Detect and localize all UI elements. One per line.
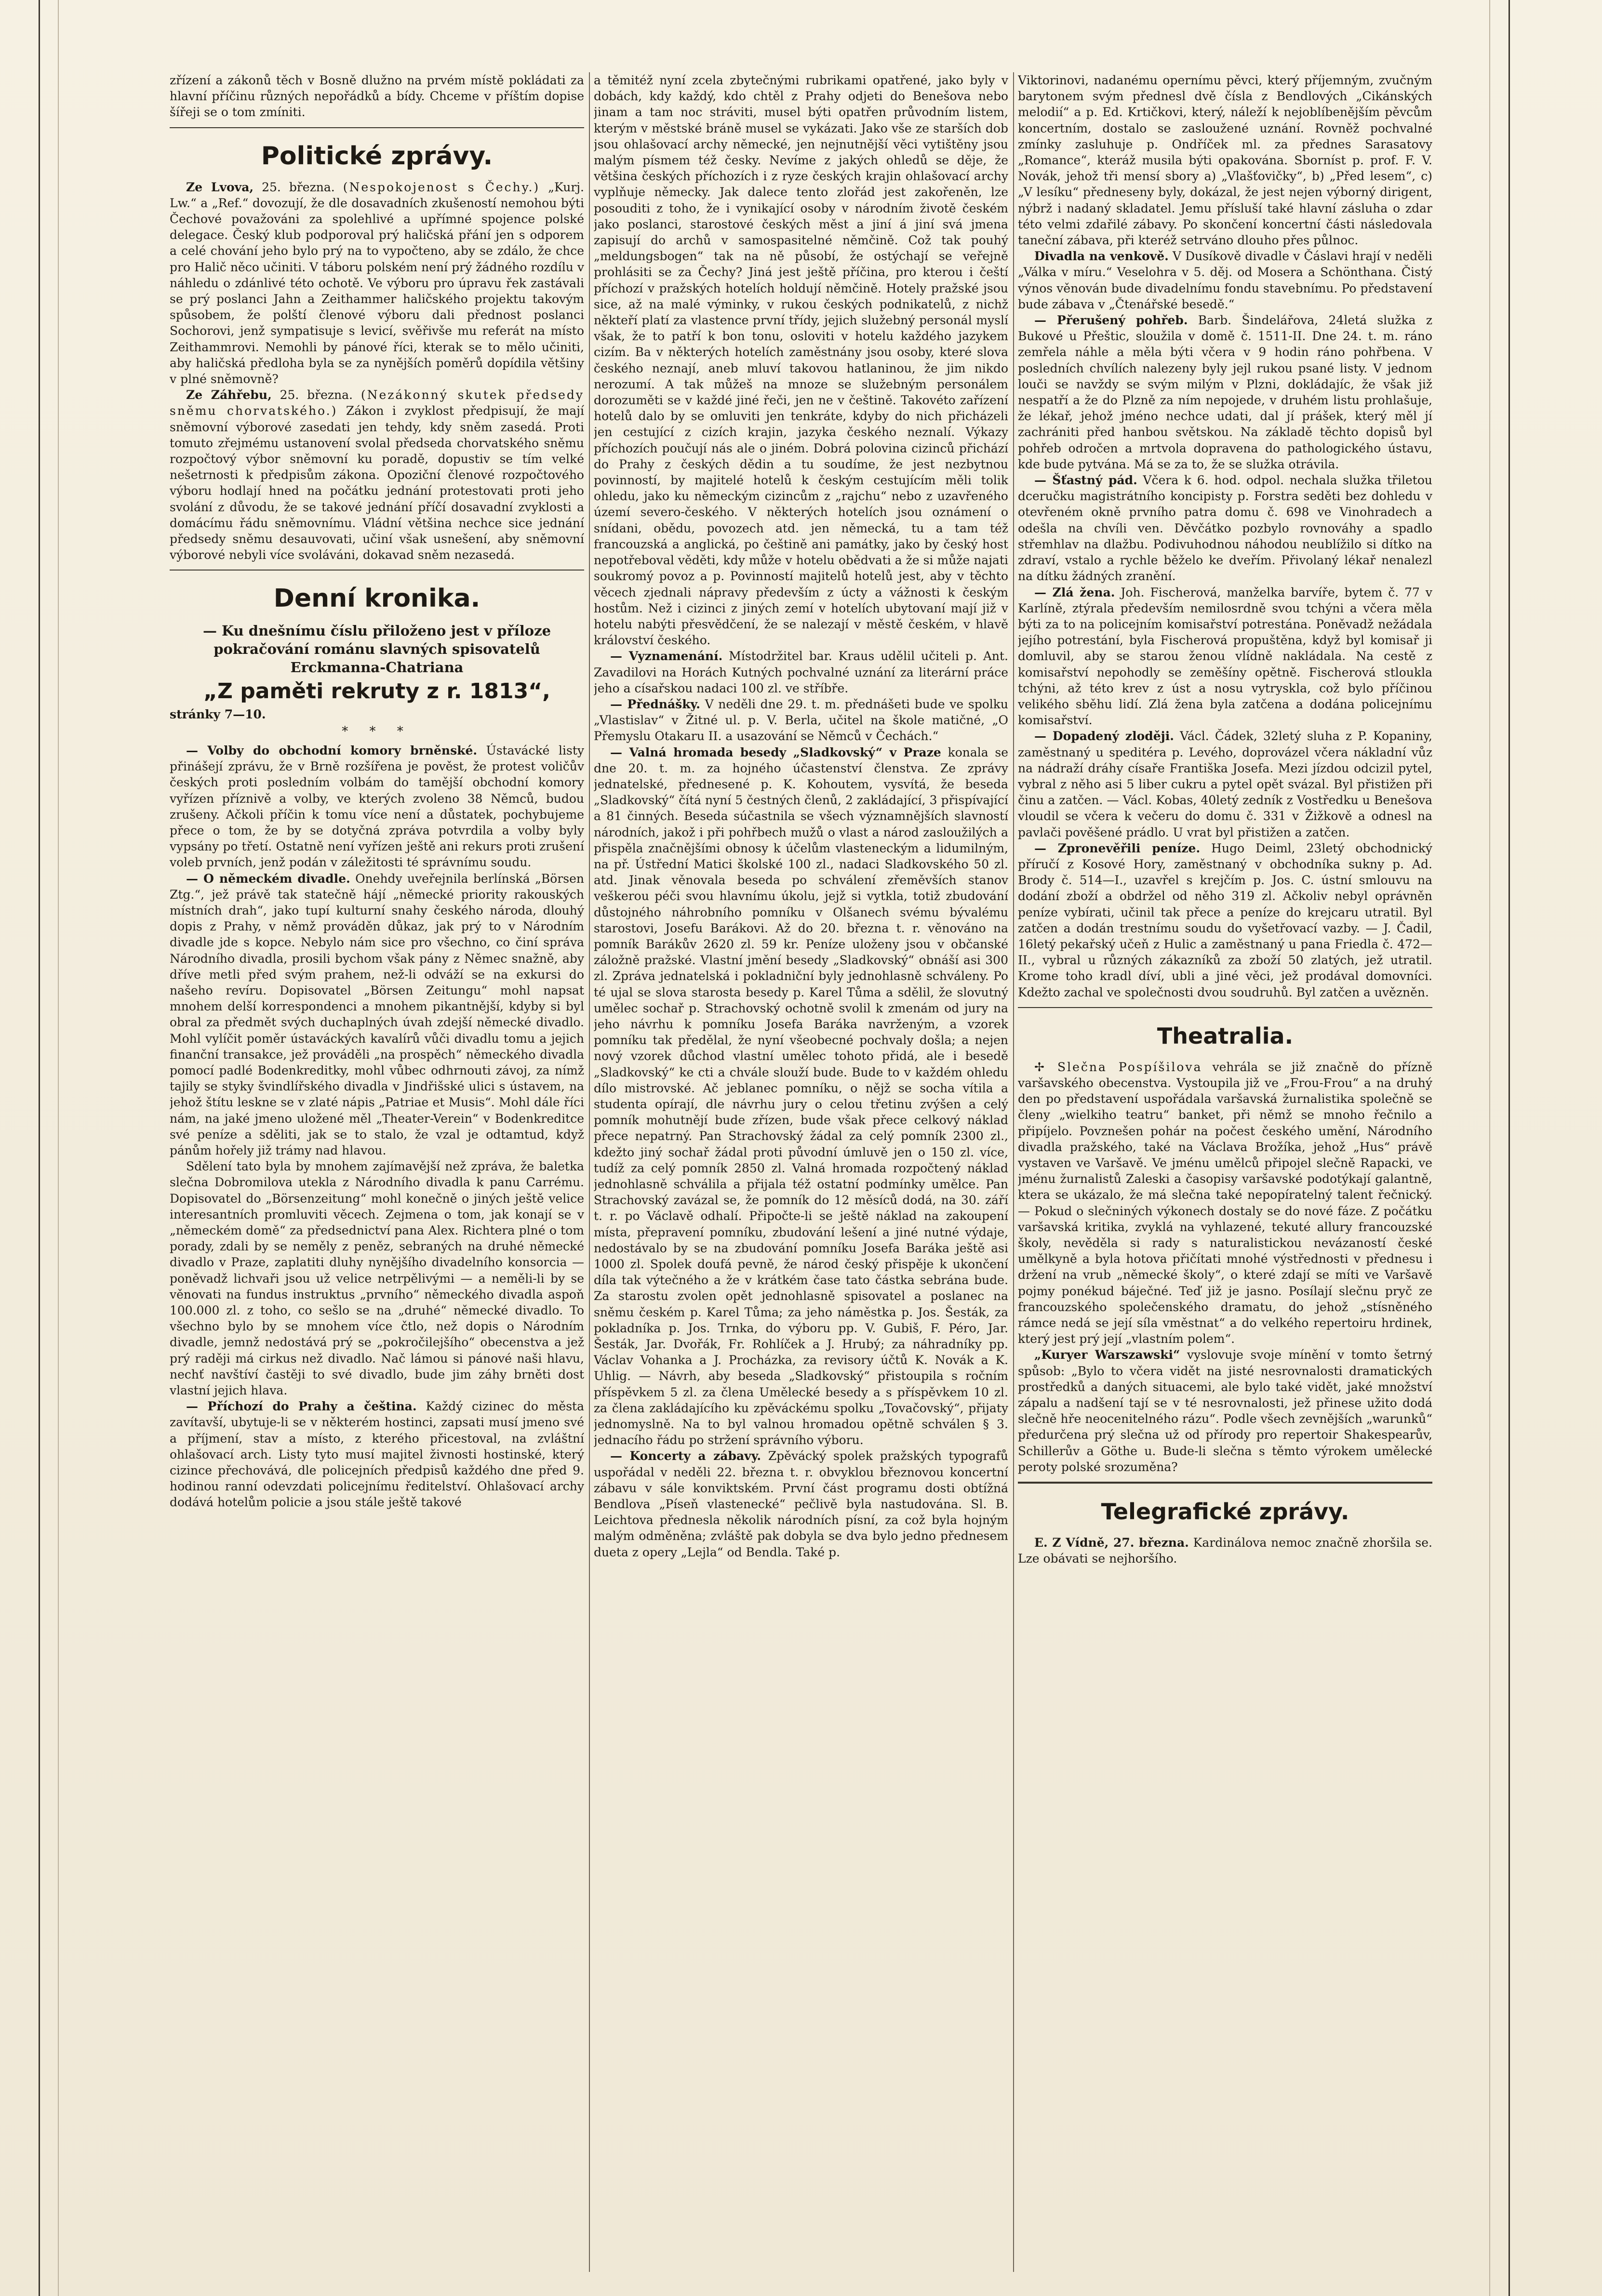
article-prichozi	[170, 1398, 584, 1510]
divider	[1018, 1482, 1432, 1484]
article-title: — Koncerty a zábavy.	[610, 1449, 761, 1463]
dateline: E. Z Vídně, 27. března.	[1034, 1536, 1189, 1550]
article-prednasky	[594, 696, 1008, 744]
article-vyznamenani	[594, 648, 1008, 696]
article-body: „Kurj. Lw.“ a „Ref.“ dovozují, že dle dosavadních zkušeností nemohou býti Čechové považováni za spolehlivé a upřímné spojence polské delegace. Český klub podporoval prý haličská přání jen s odporem a celé chování jeho bylo prý na to vypočteno, aby se zdálo, že chce pro Halič něco učiniti. V táboru polském není prý žádného rozdílu v náhledu o zdánlivé této ochotě. Ve výboru pro úpravu řek zastávali se prý poslanci Jahn a Zeithammer haličského projektu takovým spůsobem, že polští členové výboru dali přednost poslanci Sochorovi, jenž sympatisuje s levicí, svěřivše mu referát na místo Zeithammrovi. Nemohli by pánové říci, kterak se to mělo učiniti, aby haličská předloha byla se za nynějších poměrů dopídila většiny v plné sněmovně?	[170, 180, 584, 386]
column-2	[594, 72, 1008, 2277]
article-zagreb	[170, 387, 584, 563]
article-title: — Zpronevěřili peníze.	[1034, 841, 1201, 855]
page-edge-right	[1509, 0, 1510, 2296]
article-body: Každý cizinec do města zavítavší, ubytuje-li se v některém hostinci, zapsati musí jmeno své a příjmení, stav a místo, z kterého přicestoval, na zvláštní ohlašovací arch. Listy tyto musí majitel živnosti hostinské, který cizince přechovává, dle policejních předpisů každého dne před 9. hodinou ranní odevzdati policejnímu ředitelství. Ohlašovací archy dodává hotelům policie a jsou stále ještě takové	[170, 1399, 584, 1510]
article-title: — Přerušený pohřeb.	[1034, 313, 1188, 328]
article-body: Včera k 6. hod. odpol. nechala služka třiletou dceručku magistrátního koncipisty p. Forstra seděti bez dohledu v otevřeném okně prvního patra domu č. 698 ve Vinohradech a odešla na chvíli ven. Děvčátko pozbylo rovnováhy a spadlo střemhlav na dlažbu. Podivuhodnou náhodou neublížilo si dítko na zdraví, vstalo a rychle běželo ke dveřím. Přivolaný lékař nenalezl na dítku žádných zranění.	[1018, 473, 1432, 584]
dateline-city: Ze Záhřebu,	[186, 388, 272, 402]
section-heading-politicke-zpravy: Politické zprávy.	[261, 141, 493, 171]
article-volby	[170, 743, 584, 871]
section-heading-theatralia: Theatralia.	[1157, 1022, 1294, 1049]
article-title: — Šťastný pád.	[1034, 473, 1137, 488]
article-body: Onehdy uveřejnila berlínská „Börsen Ztg.“, jež právě tak statečně hájí „německé priority rakouských místních drah“, jako tupí kulturní snahy českého národa, dlouhý dopis z Prahy, v němž prováděn důkaz, jak prý to v Národním divadle jde s kopce. Nebylo nám sice pro všechno, co činí správa Národního divadla, prosili bychom však pány z Němec snažně, aby dříve metli před svým prahem, než-li odváží se na exkursi do našeho revíru. Dopisovatel „Börsen Zeitungu“ mohl napsat mnohem delší korrespondenci a mnohem pikantnější, kdyby si byl obral za předmět svých duchaplných úvah zdejší německé divadlo. Mohl vylíčit poměr ústaváckých kavalírů vůči divadlu tomu a jejich finanční transakce, jež prováděli „na prospěch“ německého divadla pomocí padlé Bodenkreditky, mohl vůbec odhrnouti závoj, za nímž tajily se styky švindlířského divadla v Jindřišské ulici s ústavem, na jehož štítu leskne se v zlaté nápis „Patriae et Musis“. Mohl dále říci nám, na jaké jmeno uložené měl „Theater-Verein“ v Bodenkreditce své peníze a sděliti, jak se to stalo, že vzal je odtamtud, když pánům hořely již trámy nad hlavou.	[170, 871, 584, 1157]
supplement-notice: — Ku dnešnímu číslu přiloženo jest v příloze pokračování románu slavných spisovatelů Erckmanna-Chatriana	[202, 623, 551, 676]
page-edge-left	[39, 0, 40, 2296]
article-body: Joh. Fischerová, manželka barvíře, bytem č. 77 v Karlíně, ztýrala především nemilosrdně svou tchýni a včera měla býti za to na policejním komisařství potrestána. Poněvadž nežádala jejího potrestání, byla Fischerová propuštěna, když byl komisař ji domluvil, aby se starou ženou vlídně nakládala. Na cestě z komisařství nepohodly se zeměšíny opětně. Fischerová stloukla tchýni, až této krev z úst a nosu vytryskla, což bylo příčinou velikého sběhu lidí. Zlá žena byla zatčena a dodána policejnímu komisařství.	[1018, 585, 1432, 728]
article-title: ✢ Slečna Pospíšilova	[1034, 1060, 1202, 1074]
divider	[1018, 1007, 1432, 1008]
article-title: — Volby do obchodní komory brněnské.	[186, 743, 478, 757]
article-title: — Zlá žena.	[1034, 585, 1115, 599]
binding-stitch-right	[1489, 0, 1490, 2296]
article-zpronevera	[1018, 840, 1432, 1000]
article-body: vyslovuje svoje mínění v tomto šetrný spůsob: „Bylo to včera vidět na jisté nesrovnalosti dramatických prostředků a daných situacemi, ale bylo také vidět, jaké množství zápalu a nadšení tají se v té nesrovnalosti, jež přinese užito dodá slečně hře neocenitelného rázu“. Podle všech zevnějších „warunků“ předurčena prý slečna už od přírody pro repertoir Shakespearův, Schillerův a Göthe u. Bude-li slečna s těmto výrokem umělecké peroty polské srozuměna?	[1018, 1348, 1432, 1474]
article-title: — Příchozí do Prahy a čeština.	[186, 1399, 417, 1414]
article-dopadeny-zlodeji	[1018, 728, 1432, 840]
article-kuryer	[1018, 1347, 1432, 1475]
column-rule-1	[589, 72, 590, 2272]
article-title: — O německém divadle.	[186, 871, 350, 886]
article-body: Zákon i zvyklost předpisují, že mají sněmovní výborové zasedati jen tehdy, kdy sněm zasedá. Proti tomuto zřejmému ustanovení svolal předseda chorvatského sněmu rozpočtový výbor sněmovní ku poradě, dopustiv se tím velké nešetrnosti k předpisům zákona. Opoziční členové rozpočtového výboru hodlají hned na počátku jednání protestovati proti jeho svolání z důvodu, že se takové jednání příčí dosavadní zvyklosti a domácímu řádu sněmovnímu. Vládní většina nechce sice jednání předsedy sněmu desauvovati, učiní však usnešení, aby sněmovní výborové nebyli více svoláváni, dokavad sněm nezasedá.	[170, 404, 584, 562]
article-koncerty	[594, 1448, 1008, 1560]
divider	[170, 570, 584, 571]
article-title: — Vyznamenání.	[610, 649, 723, 664]
article-body: vehrála se již značně do přízně varšavského obecenstva. Vystoupila již ve „Frou-Frou“ a na druhý den po představení uspořádala varšavská žurnalistika společně se členy „wielkiho teatru“ banket, při němž se mnoho řečnilo a připíjelo. Povznešen pohár na počest českého umění, Národního divadla pražského, také na Václava Brožíka, jehož „Hus“ právě vystaven ve Varšavě. Ve jménu umělců připojel slečně Rapacki, ve jménu žurnalistů Zaleski a časopisy varšavské podotýkají galantně, ktera se ukázalo, že má slečna také nepopíratelný talent řečnický. — Pokud o slečniných výkonech dostaly se do nové fáze. Z počátku varšavská kritika, zvyklá na vyhlazené, tekuté allury francouzské školy, nevěděla si rady s naturalistickou nevázaností české umělkyně a byla hotova přičítati mnohé výstřednosti v přednesu i držení na vrub „německé školy“, o které zdají se míti ve Varšavě pojmy ponékud báječné. Teď již je jasno. Posílají slečnu pryč ze francouzského společenského dramatu, do jehož „stísněného rámce nedá se její síla vměstnat“ a do velkého repertoiru hrdinek, který jest prý její „vlastním polem“.	[1018, 1060, 1432, 1346]
article-body: V Dusíkově divadle v Čáslavi hrají v neděli „Válka v míru.“ Veselohra v 5. děj. od Mosera a Schönthana. Čistý výnos věnován bude divadelnímu fondu stavebnímu. Po představení bude zábava v „Čtenářské besedě.“	[1018, 249, 1432, 311]
divider	[170, 127, 584, 128]
intro-paragraph: zřízení a zákonů těch v Bosně dlužno na prvém místě pokládati za hlavní příčinu různých nepořádků a bídy. Chceme v příštím dopise šířeji se o tom zmíniti.	[170, 73, 584, 119]
article-stastny-pad	[1018, 472, 1432, 584]
column-1	[170, 72, 584, 2277]
article-body: Kardinálova nemoc značně zhoršila se. Lze obávati se nejhoršího.	[1018, 1536, 1432, 1566]
article-body: Hugo Deiml, 23letý obchodnický příručí z Kosové Hory, zaměstnaný v obchodníka sukny p. Ad. Brody č. 514—I., uzavřel s krejčím p. Jos. C. ústní smlouvu na dodání zboží a obdržel od něho 319 zl. Ačkoliv nebyl oprávněn peníze vybírati, učinil tak přece a peníze do krejcaru utratil. Byl zatčen a dodán trestnímu soudu do vyšetřovací vazby. — J. Čadil, 16letý pekařský učeň z Hulic a zaměstnaný u pana Friedla č. 472—II., vybral u různých zákazníků za zboží 50 zlatých, jež utratil. Krome toho kradl díví, ubli a jiné věci, jež prodával domovníci. Kdežto zachal ve společnosti dvou soudruhů. Byl zatčen a uvězněn.	[1018, 841, 1432, 999]
article-telegraf-viden	[1018, 1535, 1432, 1566]
article-body: Barb. Šindelářova, 24letá služka z Bukové u Přeštic, sloužila v domě č. 1511-II. Dne 24. t. m. ráno zemřela náhle a měla býti včera v 9 hodin ráno pohřbena. V posledních chvílích nalezeny byly jejl rukou psané listy. V jednom louči se navždy se svým milým v Plzni, dokládajíc, že však již nespatří a že do Plzně za ním nepojede, v druhém listu prohlašuje, že lékař, jehož jméno nechce udati, dal jí prášek, který měl jí zachrániti před hanbou světskou. Na základě těchto dopisů byl pohřeb odročen a mrtvola dopravena do pathologického ústavu, kde bude pytvána. Má se za to, že se služka otrávila.	[1018, 313, 1432, 471]
article-body: V neděli dne 29. t. m. přednášeti bude ve spolku „Vlastislav“ v Žitné ul. p. V. Berla, učitel na škole matičné, „O Přemyslu Otakaru II. a usazování se Němců v Čechách.“	[594, 697, 1008, 743]
binding-stitch-left	[58, 0, 59, 2296]
section-heading-denni-kronika: Denní kronika.	[273, 584, 481, 613]
dateline-date: 25. března.	[280, 388, 353, 402]
asterism: * * *	[342, 724, 412, 739]
article-title: — Přednášky.	[610, 697, 700, 711]
article-body: Zpěvácký spolek pražských typografů uspořádal v neděli 22. března t. r. obvyklou březnovou koncertní zábavu v sále konviktském. První část programu dosti obtížná Bendlova „Píseň vlastenecké“ pečlivě byla nastudována. Sl. B. Leichtova přednesla několik národních písní, za což byla hojným malým odměněna; zvláště pak dobyla se dva bylo jedno přednesem dueta z opery „Lejla“ od Bendla. Také p.	[594, 1449, 1008, 1559]
column-rule-2	[1013, 72, 1014, 2272]
article-preruseny-pohreb	[1018, 312, 1432, 472]
article-valna-hromada	[594, 744, 1008, 1448]
article-nemecke-divadlo	[170, 871, 584, 1159]
article-pospisilova	[1018, 1059, 1432, 1347]
article-title: Divadla na venkově.	[1034, 249, 1169, 264]
article-subtitle: (Nezákonný skutek předsedy sněmu chorvatského.)	[170, 388, 584, 418]
article-koncerty-cont: Viktorinovi, nadanému opernímu pěvci, který příjemným, zvučným barytonem svým přednesl dvě čísla z Bendlových „Cikánských melodií“ a p. Ed. Krtičkovi, který, náleží k nejoblíbenějším pěvcům koncertním, dostalo se zasloužené uznání. Rovněž pochvalné zmínky zasluhuje p. Ondříček ml. za přednes Sarasatovy „Romance“, kteráž musila býti opakována. Sborníst p. prof. F. V. Novák, jehož tři mensí sbory a) „Vlašťovičky“, b) „Před lesem“, c) „V lesíku“ předneseny byly, dokázal, že jest nejen výborný dirigent, nýbrž i nadaný skladatel. Jemu přísluší také hlavní zásluha o zdar této velmi zdařilé zábavy. Po skončení koncertní části následovala taneční zábava, při kteréž setrváno dlouho přes půlnoc.	[1018, 73, 1432, 248]
novel-title: „Z paměti rekruty z r. 1813“,	[203, 679, 550, 704]
article-subtitle: (Nespokojenost s Čechy.)	[343, 180, 540, 194]
dateline-date: 25. března.	[262, 180, 335, 194]
article-divadla-venkove	[1018, 248, 1432, 312]
column-3	[1018, 72, 1432, 2277]
article-body: konala se dne 20. t. m. za hojného účastenství členstva. Ze zprávy jednatelské, přednesené p. K. Kohoutem, vysvítá, že beseda „Sladkovský“ čítá nyní 5 čestných členů, 2 zakládající, 3 přispívající a 81 činných. Beseda súčastnila se všech významnějších slavností národních, jakož i při pohřbech mužů o vlast a národ zasloužilých a přispěla značnějšími obnosy k účelům vlasteneckým a lidumilným, na př. Ústřední Matici školské 100 zl., nadaci Sladkovského 50 zl. atd. Jinak věnovala beseda po schválení zřeměvších stanov veškerou péči svou hlavnímu úkolu, jejž si vytkla, totiž zbudování důstojného náhrobního pomníku v Olšanech svému bývalému starostovi, Josefu Barákovi. Až do 20. března t. r. věnováno na pomník Barákův 2620 zl. 59 kr. Peníze uloženy jsou v občanské záložně pražské. Vlastní jmění besedy „Sladkovský“ obnáší asi 300 zl. Zpráva jednatelská i pokladniční byly jednohlasně schváleny. Po té ujal se slova starosta besedy p. Karel Tůma a sdělil, že slovutný umělec sochař p. Strachovský ochotně svolil k zmenám od jury na jeho návrhu k pomníku Josefa Baráka navrženým, a vzorek pomníku tak předělal, že nyní všeobecné pochvaly došla; a nejen nový vzorek důchod vlastní umělec tohoto přidá, ale i besedě „Sladkovský“ ke cti a chvále slouží bude. Bude to v každém ohledu dílo mistrovské. Ač jeblanec pomníku, o nějž se socha vítila a studenta opírají, dle návrhu jury o celou třetinu zvýšen a celý pomník mohutnějí bude zřízen, bude však přece celkový náklad přece nepatrný. Pan Strachovský žádal za celý pomník 2300 zl., kdežto jiný sochař žádal proti původní úmluvě jen o 150 zl. více, tudíž za celý pomník 2850 zl. Valná hromada rozpočtený náklad jednohlasně schválila a přijala též ostatní podmínky umělce. Pan Strachovský zavázal se, že pomník do 12 měsíců dodá, na 30. září t. r. po Václavě odhalí. Připočte-li se ještě náklad na zakoupení místa, přepravení pomníku, zbudování lešení a jiné nutné výdaje, nedostávalo by se na zbudování pomníku Josefa Baráka ještě asi 1000 zl. Spolek doufá pevně, že národ český přispěje k ukončení díla tak výtečného a že v krátkém čase tato částka sebrána bude. Za starostu zvolen opět jednohlasně spisovatel a poslanec na sněmu českém p. Karel Tůma; za jeho náměstka p. Jos. Šesták, za pokladníka p. Jos. Trnka, do výboru pp. V. Gubiš, F. Péro, Jar. Šesták, Jar. Dvořák, Fr. Rohlíček a J. Hrubý; za náhradníky pp. Václav Vohanka a J. Procházka, za revisory účtů K. Novák a K. Uhlig. — Návrh, aby beseda „Sladkovský“ přistoupila s ročním příspěvkem 5 zl. za člena Umělecké besedy a s příspěvkem 10 zl. za člena zakládajícího ku zpěváckému spolku „Tovačovský“, přijaty jednomyslně. Na to byl valnou hromadou opětně schválen § 3. jednacího řádu po stržení správního výboru.	[594, 745, 1008, 1447]
novel-pages: stránky 7—10.	[170, 707, 266, 722]
article-title: — Dopadený zloději.	[1034, 729, 1174, 743]
article-lvov	[170, 179, 584, 387]
article-nemecke-divadlo-cont: Sdělení tato byla by mnohem zajímavější než zpráva, že baletka slečna Dobromilova utekla z Národního divadla k panu Carrému. Dopisovatel do „Börsenzeitung“ mohl konečně o jiných ještě velice interesantních promluviti věcech. Zejmena o tom, jak konají se v „německém domě“ za předsednictví pana Alex. Richtera plné o tom porady, zdali by se neměly z peněz, sebraných na druhé německé divadlo v Praze, zaplatiti dluhy nynějšího divadelního konsorcia — poněvadž lichvaři jsou už velice netrpělivými — a neměli-li by se věnovati na fundus instruktus „prvního“ německého divadla aspoň 100.000 zl. z toho, co sešlo se na „druhé“ německé divadlo. To všechno bylo by se mnohem více čtlo, než dopis o Národním divadle, jemnž nedostává prý se „pokročilejšího“ obecenstva a jež prý raději má cirkus než divadlo. Nač lámou si pánové naši hlavu, nechť navštíví častěji to své divadlo, bude jim záhy brněti dost vlastní jejich hlava.	[170, 1159, 584, 1398]
article-body: Místodržitel bar. Kraus udělil učiteli p. Ant. Zavadilovi na Horách Kutných pochvalné uznání za literární práce jeho a císařskou nadaci 100 zl. ve stříbře.	[594, 649, 1008, 695]
dateline-city: Ze Lvova,	[186, 180, 254, 194]
section-heading-telegraficke-zpravy: Telegrafické zprávy.	[1101, 1499, 1349, 1525]
article-body: Ústavácké listy přinášejí zprávu, že v Brně rozšířena je pověst, že protest voličův českých proti posledním volbám do tamější obchodní komory vyřízen příznivě a volby, ve kterých zvoleno 38 Němců, budou zrušeny. Ačkoli příčin k tomu více není a důstatek, pochybujeme přece o tom, že by se dotyčná zpráva potvrdila a volby byly vypsány po třetí. Ostatně není vyřízen ještě ani rekurs proti zrušení voleb prvních, jenž podán v záležitosti té správnímu soudu.	[170, 743, 584, 870]
article-body: Václ. Čádek, 32letý sluha z P. Kopaniny, zaměstnaný u speditéra p. Levého, doprovázel včera nákladní vůz na nádraží dráhy císaře Františka Josefa. Mezi jízdou odcizil pytel, vybral z něho asi 5 liber cukru a pytel opět svázal. Byl přistižen při činu a zatčen. — Václ. Kobas, 40letý zedník z Vostředku u Benešova vloudil se včera k večeru do domu č. 331 v Žižkově a odnesl na pavlači pověšené prádlo. U vrat byl přistižen a zatčen.	[1018, 729, 1432, 839]
article-title: „Kuryer Warszawski“	[1034, 1348, 1180, 1362]
article-prichozi-cont: a těmitéž nyní zcela zbytečnými rubrikami opatřené, jako byly v dobách, kdy každý, kdo chtěl z Prahy odjeti do Benešova nebo jinam a tam noc stráviti, musel býti opatřen průvodním listem, kterým v městské bráně musel se vykázati. Jako vše ze starších dob jsou ohlašovací archy německé, jen nejnutnější věci vytištěny jsou malým písmem též česky. Nevíme z jakých ohledů se děje, že většina českých příchozích i z ryze českých krajin ohlašovací archy vyplňuje německy. Jak dalece tento zlořád jest zakořeněn, lze posouditi z toho, že i vynikající osoby v národním životě českém jako poslanci, starostové českých měst a jiní á jiní svá jmena zapisují do archů v samospasitelné němčině. Což tak pouhý „meldungsbogen“ tak na ně působí, že ostýchají se veřejně prohlásiti se za Čechy? Jiná jest ještě příčina, pro kterou i čeští příchozí v pražských hotelích holdují němčině. Hotely pražské jsou sice, až na malé výminky, v rukou českých podnikatelů, z nichž někteří platí za vlastence první třídy, jejich služebný personál myslí však, že to patří k bon tonu, osloviti v hotelu každého jazykem cizím. Ba v některých hotelích zaměstnány jsou osoby, které slova českého neznají, aneb mluví takovou hatlaninou, že jim nikdo nerozumí. A tak můžeš na mnoze se služebným personálem dorozuměti se v každé jiné řeči, jen ne v češtině. Takovéto zařízení hotelů dalo by se omluviti jen tenkráte, kdyby do nich přicházeli jen cestující z cizích krajin, jazyka českého neznalí. Výkazy příchozích poučují nás ale o jiném. Dobrá polovina cizinců přichází do Prahy z českých dědin a tu soudíme, že jest nezbytnou povinností, by majitelé hotelů k českým cestujícím měli tolik ohledu, jako ku německým cizincům z „rajchu“ nebo z uzavřeného území severo-českého. V některých hotelích jsou oznámení o snídani, obědu, povozech atd. jen německá, tu a tam též francouzská a anglická, po češtině ani památky, jako by český host nepotřeboval věděti, kdy může v hotelu obědvati a že si může najati soukromý povoz a p. Povinností majitelů hotelů jest, aby v těchto věcech zjednali nápravy především z úcty a vážnosti k českým hostům. Než i cizinci z jiných zemí v hotelích ubytovaní mají již v hotelu nabýti přesvědčení, že se nalezají v městě českém, v hlavě království českého.	[594, 73, 1008, 648]
article-zla-zena	[1018, 584, 1432, 729]
article-title: — Valná hromada besedy „Sladkovský“ v Praze	[610, 745, 941, 759]
